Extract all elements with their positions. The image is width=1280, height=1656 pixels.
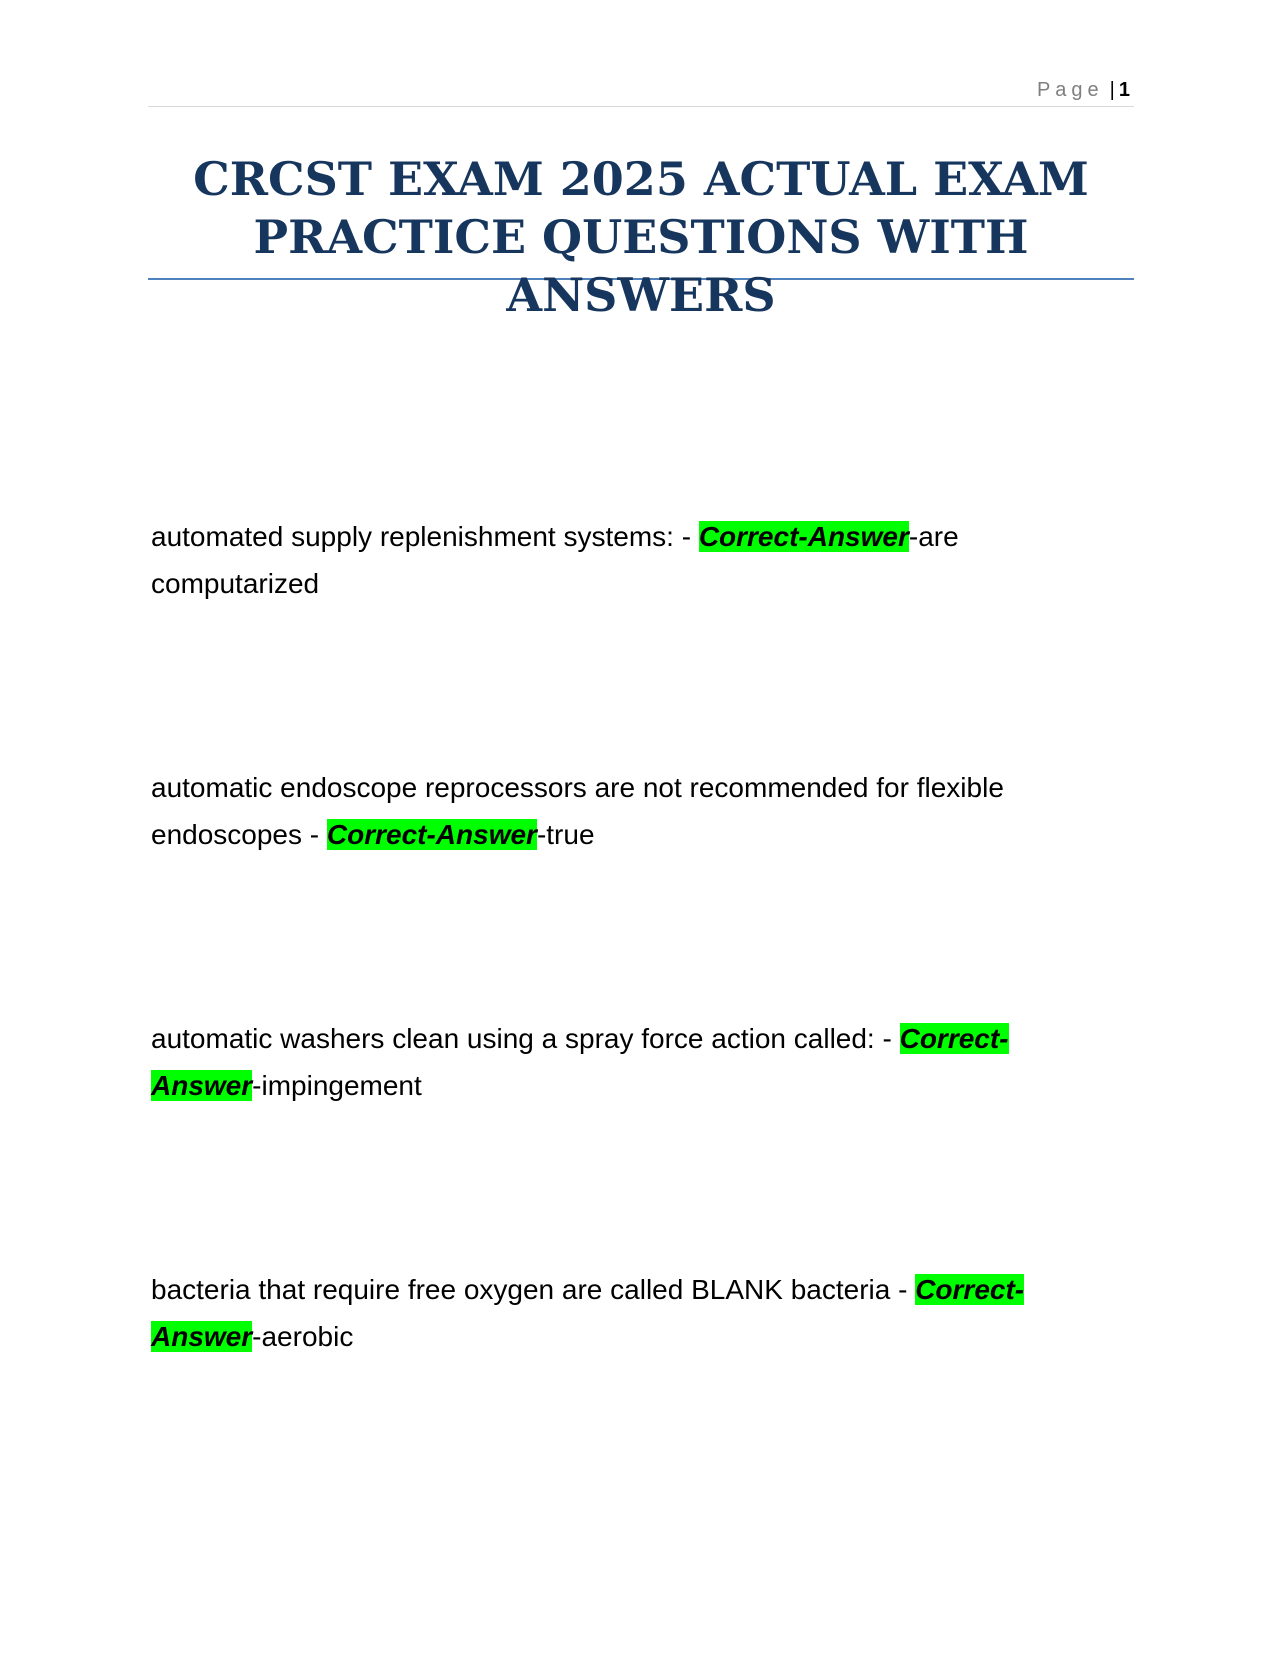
correct-answer-label: Correct- — [915, 1274, 1025, 1305]
correct-answer-label-continued: Answer — [151, 1070, 253, 1101]
answer-text: -true — [536, 819, 595, 850]
question-text: automatic washers clean using a spray force action called: - — [151, 1023, 900, 1054]
question-text: automatic endoscope reprocessors are not recommended for flexible endoscopes - — [151, 772, 1004, 850]
correct-answer-label: Correct-Answer — [698, 521, 909, 552]
page-header — [148, 74, 1134, 107]
qa-item — [151, 764, 1111, 858]
correct-answer-label: Correct- — [899, 1023, 1009, 1054]
page-number: 1 — [1118, 79, 1130, 101]
answer-text: -aerobic — [252, 1321, 354, 1352]
correct-answer-label-continued: Answer — [151, 1321, 253, 1352]
document-title-line-1: CRCST EXAM 2025 ACTUAL EXAM — [193, 152, 1089, 206]
page-label: Page — [1036, 79, 1104, 101]
question-text: automated supply replenishment systems: - — [151, 521, 699, 552]
qa-item — [151, 1015, 1111, 1109]
answer-text: -are computarized — [151, 521, 959, 599]
document-title-line-2: PRACTICE QUESTIONS WITH ANSWERS — [253, 210, 1029, 322]
document-title — [148, 150, 1134, 322]
page-separator: | — [1109, 79, 1115, 101]
correct-answer-label: Correct-Answer — [326, 819, 537, 850]
answer-text: -impingement — [252, 1070, 422, 1101]
qa-item — [151, 1266, 1111, 1360]
question-text: bacteria that require free oxygen are called BLANK bacteria - — [151, 1274, 916, 1305]
qa-item — [151, 513, 1111, 607]
page-number-indicator — [1037, 78, 1130, 102]
